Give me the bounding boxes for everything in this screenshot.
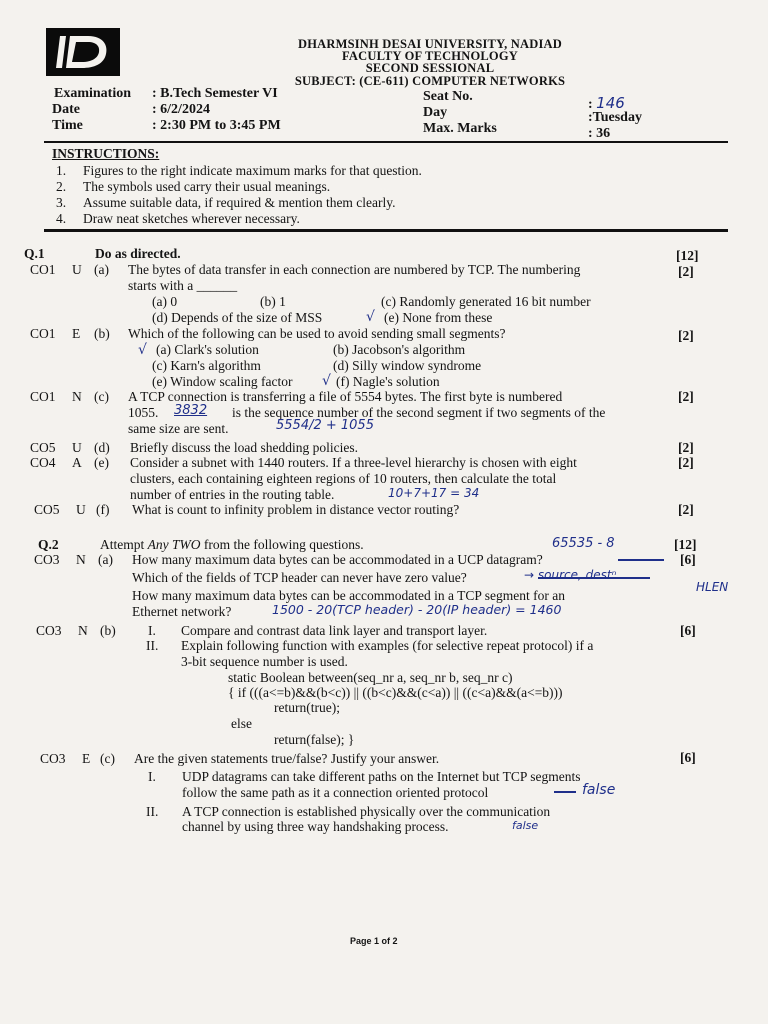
q1a-text: starts with a ______ — [128, 278, 238, 293]
q2b-ii-text: Explain following function with examples (for selective repeat protocol) if a — [181, 638, 594, 653]
code-line: return(false); } — [274, 732, 355, 747]
q1d-co: CO5 — [30, 440, 56, 455]
q2c-level: E — [82, 751, 91, 766]
q1c-handwritten-answer: 3832 — [174, 403, 208, 418]
university-logo-icon — [46, 28, 120, 76]
q2a-marks: [6] — [680, 552, 696, 567]
q1c-handwritten-work: 5554/2 + 1055 — [276, 418, 374, 433]
q1b-option: (b) Jacobson's algorithm — [333, 342, 466, 357]
q1f-part: (f) — [96, 502, 110, 517]
q2a-text: Ethernet network? — [132, 604, 232, 619]
q1c-part: (c) — [94, 389, 109, 404]
q1a-option: (c) Randomly generated 16 bit number — [381, 294, 591, 309]
q1c-text: A TCP connection is transferring a file of 5554 bytes. The first byte is numbered — [128, 389, 563, 404]
q1b-part: (b) — [94, 326, 110, 341]
q2a-handwritten-work: 1500 - 20(TCP header) - 20(IP header) = 1460 — [272, 602, 562, 617]
q1e-text: clusters, each containing eighteen regions of 10 routers, then calculate the total — [130, 471, 557, 486]
q2a-handwritten-answer: → source, destⁿ — [524, 568, 617, 582]
q2-handwritten-note: 65535 - 8 — [552, 536, 615, 551]
q1b-option: (a) Clark's solution — [156, 342, 259, 357]
exam-value: : B.Tech Semester VI — [152, 86, 278, 101]
day-label: Day — [423, 105, 448, 120]
q2c-handwritten-answer: false — [512, 819, 539, 832]
q1d-level: U — [72, 440, 82, 455]
q2b-level: N — [78, 623, 88, 638]
q1-marks: [12] — [676, 248, 699, 263]
q1a-option: (b) 1 — [260, 294, 286, 309]
q1f-level: U — [76, 502, 86, 517]
q1a-part: (a) — [94, 262, 109, 277]
q2b-i-text: Compare and contrast data link layer and transport layer. — [181, 623, 488, 638]
q2c-text: Are the given statements true/false? Justify your answer. — [134, 751, 440, 766]
q2-number: Q.2 — [38, 537, 59, 552]
q2b-marks: [6] — [680, 623, 696, 638]
q2b-i-number: I. — [148, 623, 156, 638]
q1b-tick-mark: √ — [322, 373, 331, 389]
q2c-i-text: UDP datagrams can take different paths on the Internet but TCP segments — [182, 769, 581, 784]
q1b-co: CO1 — [30, 326, 56, 341]
q1b-option: (c) Karn's algorithm — [152, 358, 261, 373]
q2a-text: How many maximum data bytes can be accommodated in a UCP datagram? — [132, 552, 543, 567]
exam-label: Examination — [54, 86, 132, 101]
q2c-ii-text: A TCP connection is established physically over the communication — [182, 804, 551, 819]
max-marks-value: : 36 — [588, 126, 611, 141]
q2a-text: How many maximum data bytes can be accommodated in a TCP segment for an — [132, 588, 566, 603]
q1f-text: What is count to infinity problem in distance vector routing? — [132, 502, 460, 517]
q2c-co: CO3 — [40, 751, 66, 766]
q1c-marks: [2] — [678, 389, 694, 404]
q1e-co: CO4 — [30, 455, 56, 470]
instruction-num: 2. — [56, 179, 67, 194]
q2a-level: N — [76, 552, 86, 567]
q2a-co: CO3 — [34, 552, 60, 567]
q1b-level: E — [72, 326, 81, 341]
subject-title: SUBJECT: (CE-611) COMPUTER NETWORKS — [294, 74, 566, 88]
q1a-text: The bytes of data transfer in each connection are numbered by TCP. The numbering — [128, 262, 581, 277]
q1f-marks: [2] — [678, 502, 694, 517]
faculty-name: FACULTY OF TECHNOLOGY — [342, 49, 518, 63]
q2c-marks: [6] — [680, 750, 696, 765]
code-line: { if (((a<=b)&&(b<c)) || ((b<c)&&(c<a)) || ((c<a)&&(a<=b))) — [228, 685, 563, 700]
q1b-marks: [2] — [678, 328, 694, 343]
q2b-part: (b) — [100, 623, 116, 638]
q1b-tick-mark: √ — [138, 342, 147, 358]
code-line: else — [231, 716, 252, 731]
q1a-level: U — [72, 262, 82, 277]
q1c-text: 1055. — [128, 405, 159, 420]
seat-value: : 146 — [588, 94, 625, 112]
q1c-level: N — [72, 389, 82, 404]
q2c-strikethrough — [554, 791, 576, 793]
q2c-i-number: I. — [148, 769, 156, 784]
instructions-divider — [44, 229, 728, 232]
q1c-text: is the sequence number of the second segment if two segments of the — [232, 405, 606, 420]
date-label: Date — [52, 102, 80, 117]
q1a-marks: [2] — [678, 264, 694, 279]
q1b-text: Which of the following can be used to avoid sending small segments? — [128, 326, 506, 341]
instruction-text: Assume suitable data, if required & mention them clearly. — [83, 195, 396, 210]
q1b-option: (f) Nagle's solution — [336, 374, 440, 389]
q1c-text: same size are sent. — [128, 421, 229, 436]
q2b-ii-text: 3-bit sequence number is used. — [181, 654, 348, 669]
q1b-option: (e) Window scaling factor — [152, 374, 293, 389]
q1b-option: (d) Silly window syndrome — [333, 358, 482, 373]
q1e-part: (e) — [94, 455, 109, 470]
q2c-ii-number: II. — [146, 804, 159, 819]
code-line: return(true); — [274, 700, 340, 715]
q2c-handwritten-answer: false — [582, 782, 616, 798]
instruction-num: 4. — [56, 211, 67, 226]
max-marks-label: Max. Marks — [423, 121, 497, 136]
q2a-handwritten-answer: HLEN — [696, 580, 729, 594]
q2b-ii-number: II. — [146, 638, 159, 653]
q1e-marks: [2] — [678, 455, 694, 470]
q1e-handwritten-work: 10+7+17 = 34 — [388, 486, 480, 500]
q1a-option: (a) 0 — [152, 294, 178, 309]
q2c-part: (c) — [100, 751, 115, 766]
instruction-num: 1. — [56, 163, 67, 178]
q2a-strikethrough — [618, 559, 664, 561]
day-value: :Tuesday — [588, 110, 642, 125]
time-label: Time — [52, 118, 83, 133]
q2c-ii-text: channel by using three way handshaking process. — [182, 819, 449, 834]
header-divider — [44, 141, 728, 143]
instruction-text: Draw neat sketches wherever necessary. — [83, 211, 300, 226]
q1a-tick-mark: √ — [366, 309, 375, 325]
code-line: static Boolean between(seq_nr a, seq_nr b, seq_nr c) — [228, 670, 513, 685]
sessional-title: SECOND SESSIONAL — [365, 61, 495, 75]
instructions-title: INSTRUCTIONS: — [52, 146, 160, 161]
q1a-option: (d) Depends of the size of MSS — [152, 310, 323, 325]
q2a-text: Which of the fields of TCP header can never have zero value? — [132, 570, 467, 585]
date-value: : 6/2/2024 — [152, 102, 210, 117]
q1-number: Q.1 — [24, 246, 45, 261]
q1f-co: CO5 — [34, 502, 60, 517]
seat-label: Seat No. — [423, 89, 473, 104]
q1d-part: (d) — [94, 440, 110, 455]
time-value: : 2:30 PM to 3:45 PM — [152, 118, 281, 133]
q1c-co: CO1 — [30, 389, 56, 404]
instruction-text: Figures to the right indicate maximum marks for that question. — [83, 163, 422, 178]
q1e-text: number of entries in the routing table. — [130, 487, 335, 502]
q2-title: Attempt Any TWO from the following questions. — [100, 537, 364, 552]
q1a-co: CO1 — [30, 262, 56, 277]
q1e-level: A — [72, 455, 82, 470]
q2-marks: [12] — [674, 537, 697, 552]
page-number: Page 1 of 2 — [350, 936, 398, 946]
q2c-i-text: follow the same path as it a connection oriented protocol — [182, 785, 489, 800]
q2b-co: CO3 — [36, 623, 62, 638]
instruction-text: The symbols used carry their usual meanings. — [83, 179, 331, 194]
q1-title: Do as directed. — [95, 246, 181, 261]
q1e-text: Consider a subnet with 1440 routers. If a three-level hierarchy is chosen with eight — [130, 455, 577, 470]
q1d-marks: [2] — [678, 440, 694, 455]
q1a-option: (e) None from these — [384, 310, 493, 325]
q1d-text: Briefly discuss the load shedding policies. — [130, 440, 358, 455]
q2a-part: (a) — [98, 552, 113, 567]
university-name: DHARMSINH DESAI UNIVERSITY, NADIAD — [297, 37, 563, 51]
instruction-num: 3. — [56, 195, 67, 210]
